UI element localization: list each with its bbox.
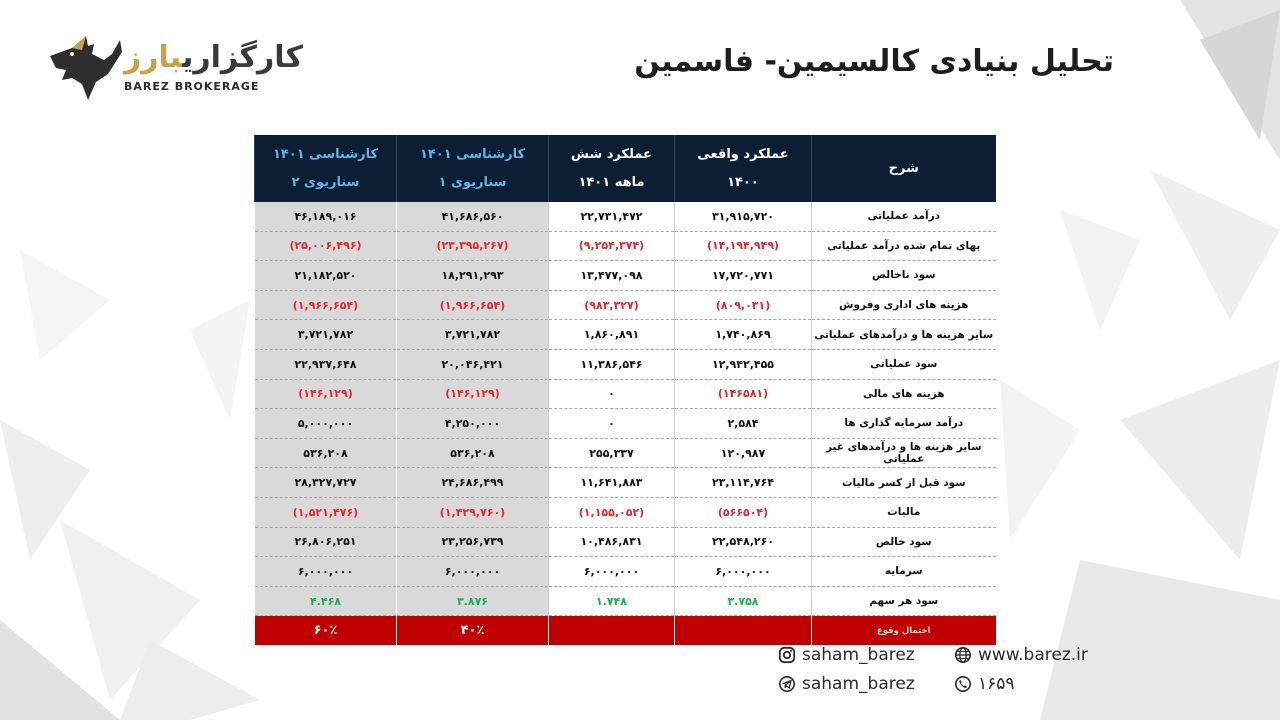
cell-scenario-2: ۲۲,۹۳۷,۶۴۸ [255,349,397,379]
table-row [255,379,996,409]
table-row [255,290,996,320]
probability-six-month-1401 [549,616,675,645]
header-scenario-2: کارشناسی ۱۴۰۱ سناریوی ۲ [255,135,397,202]
cell-scenario-1: ۲۰,۰۴۶,۴۲۱ [397,349,549,379]
cell-scenario-1: ۲۴,۶۸۶,۴۹۹ [397,468,549,498]
cell-scenario-1: ۴,۲۵۰,۰۰۰ [397,409,549,439]
cell-actual-1400: (۵۶۶۵۰۴) [675,497,812,527]
row-label: هزینه های اداری وفروش [812,290,996,320]
table-row [255,586,996,616]
cell-six-month-1401: ۱۱,۳۸۶,۵۴۶ [549,349,675,379]
row-label: درآمد سرمایه گذاری ها [812,409,996,439]
probability-scenario-2: ۶۰٪ [255,616,397,645]
telegram-handle: saham_barez [802,674,915,694]
row-label: سود قبل از کسر مالیات [812,468,996,498]
cell-actual-1400: ۲,۵۸۴ [675,409,812,439]
table-row [255,438,996,468]
instagram-handle: saham_barez [802,645,915,665]
header-actual-1400: عملکرد واقعی ۱۴۰۰ [675,135,812,202]
cell-scenario-1: ۳,۷۲۱,۷۸۲ [397,320,549,350]
row-label: درآمد عملیاتی [812,202,996,231]
cell-scenario-2: ۵,۰۰۰,۰۰۰ [255,409,397,439]
cell-actual-1400: ۳.۷۵۸ [675,586,812,616]
eagle-icon [42,34,122,104]
table-row [255,497,996,527]
cell-scenario-2: (۲۵,۰۰۶,۴۹۶) [255,231,397,261]
phone-number: ۱۶۵۹ [978,674,1015,694]
table-row [255,231,996,261]
cell-scenario-2: (۱۴۶,۱۲۹) [255,379,397,409]
cell-actual-1400: (۱۴,۱۹۴,۹۴۹) [675,231,812,261]
row-label: بهای تمام شده درآمد عملیاتی [812,231,996,261]
cell-six-month-1401: ۱۱,۶۴۱,۸۸۳ [549,468,675,498]
row-label: سایر هزینه ها و درآمدهای عملیاتی [812,320,996,350]
cell-six-month-1401: (۱,۱۵۵,۰۵۲) [549,497,675,527]
brand-name-en: BAREZ BROKERAGE [124,80,260,93]
cell-scenario-2: ۲۱,۱۸۲,۵۲۰ [255,261,397,291]
row-label: سود هر سهم [812,586,996,616]
cell-scenario-2: ۴۶,۱۸۹,۰۱۶ [255,202,397,231]
probability-scenario-1: ۴۰٪ [397,616,549,645]
instagram-contact[interactable] [778,645,915,665]
phone-contact[interactable] [954,674,1015,694]
cell-scenario-1: (۱,۹۶۶,۶۵۴) [397,290,549,320]
header-description: شرح [812,135,996,202]
row-label: سود عملیاتی [812,349,996,379]
cell-scenario-1: ۱۸,۲۹۱,۲۹۳ [397,261,549,291]
cell-actual-1400: ۲۳,۱۱۴,۷۶۴ [675,468,812,498]
cell-six-month-1401: ۲۵۵,۳۳۷ [549,438,675,468]
cell-scenario-2: ۲۸,۳۲۷,۷۲۷ [255,468,397,498]
cell-scenario-1: (۱۴۶,۱۲۹) [397,379,549,409]
cell-six-month-1401: ۱.۷۴۸ [549,586,675,616]
cell-six-month-1401: ۰ [549,409,675,439]
cell-actual-1400: (۸۰۹,۰۳۱) [675,290,812,320]
row-label: سود خالص [812,527,996,557]
table-row [255,202,996,231]
phone-icon [954,675,972,693]
cell-six-month-1401: ۱۳,۴۷۷,۰۹۸ [549,261,675,291]
cell-scenario-1: ۵۳۶,۲۰۸ [397,438,549,468]
table-header-row [255,135,996,202]
website-url: www.barez.ir [978,645,1088,665]
cell-six-month-1401: ۰ [549,379,675,409]
table-row [255,349,996,379]
cell-six-month-1401: ۱۰,۴۸۶,۸۳۱ [549,527,675,557]
table-row [255,557,996,587]
row-label: مالیات [812,497,996,527]
table-row [255,468,996,498]
cell-scenario-1: ۲۳,۲۵۶,۷۳۹ [397,527,549,557]
table-row [255,527,996,557]
cell-scenario-1: (۲۳,۳۹۵,۲۶۷) [397,231,549,261]
cell-six-month-1401: ۶,۰۰۰,۰۰۰ [549,557,675,587]
row-label: سود ناخالص [812,261,996,291]
cell-actual-1400: ۱۲۰,۹۸۷ [675,438,812,468]
table-row [255,261,996,291]
cell-scenario-1: (۱,۴۲۹,۷۶۰) [397,497,549,527]
website-contact[interactable] [954,645,1088,665]
header-scenario-1: کارشناسی ۱۴۰۱ سناریوی ۱ [397,135,549,202]
cell-actual-1400: (۱۴۶۵۸۱) [675,379,812,409]
cell-actual-1400: ۶,۰۰۰,۰۰۰ [675,557,812,587]
cell-six-month-1401: ۱,۸۶۰,۸۹۱ [549,320,675,350]
cell-scenario-2: ۲۶,۸۰۶,۲۵۱ [255,527,397,557]
probability-row [255,616,996,645]
cell-scenario-2: ۶,۰۰۰,۰۰۰ [255,557,397,587]
page-title: تحلیل بنیادی کالسیمین- فاسمین [634,44,1114,79]
cell-six-month-1401: ۲۲,۷۳۱,۴۷۲ [549,202,675,231]
cell-scenario-1: ۴۱,۶۸۶,۵۶۰ [397,202,549,231]
cell-actual-1400: ۱۲,۹۴۲,۴۵۵ [675,349,812,379]
table-row [255,320,996,350]
telegram-contact[interactable] [778,674,915,694]
barez-logo [42,34,303,104]
cell-scenario-2: (۱,۵۲۱,۴۷۶) [255,497,397,527]
probability-actual-1400 [675,616,812,645]
contact-info [778,645,1108,705]
cell-six-month-1401: (۹,۲۵۴,۳۷۴) [549,231,675,261]
instagram-icon [778,646,796,664]
financial-table [254,135,995,645]
row-label: سرمایه [812,557,996,587]
cell-actual-1400: ۱۷,۷۲۰,۷۷۱ [675,261,812,291]
globe-icon [954,646,972,664]
row-label: سایر هزینه ها و درآمدهای غیر عملیاتی [812,438,996,468]
table-row [255,409,996,439]
cell-actual-1400: ۲۲,۵۴۸,۲۶۰ [675,527,812,557]
cell-actual-1400: ۳۱,۹۱۵,۷۲۰ [675,202,812,231]
cell-scenario-2: ۳,۷۲۱,۷۸۲ [255,320,397,350]
cell-scenario-1: ۶,۰۰۰,۰۰۰ [397,557,549,587]
row-label: هزینه های مالی [812,379,996,409]
cell-scenario-2: (۱,۹۶۶,۶۵۴) [255,290,397,320]
cell-six-month-1401: (۹۸۳,۳۲۷) [549,290,675,320]
brand-name-fa: کارگزاریبارز [124,40,303,75]
telegram-icon [778,675,796,693]
cell-scenario-2: ۴.۴۶۸ [255,586,397,616]
cell-scenario-1: ۳.۸۷۶ [397,586,549,616]
header-six-month-1401: عملکرد شش ماهه ۱۴۰۱ [549,135,675,202]
probability-label: احتمال وقوع [812,616,996,645]
cell-actual-1400: ۱,۷۴۰,۸۶۹ [675,320,812,350]
cell-scenario-2: ۵۳۶,۲۰۸ [255,438,397,468]
